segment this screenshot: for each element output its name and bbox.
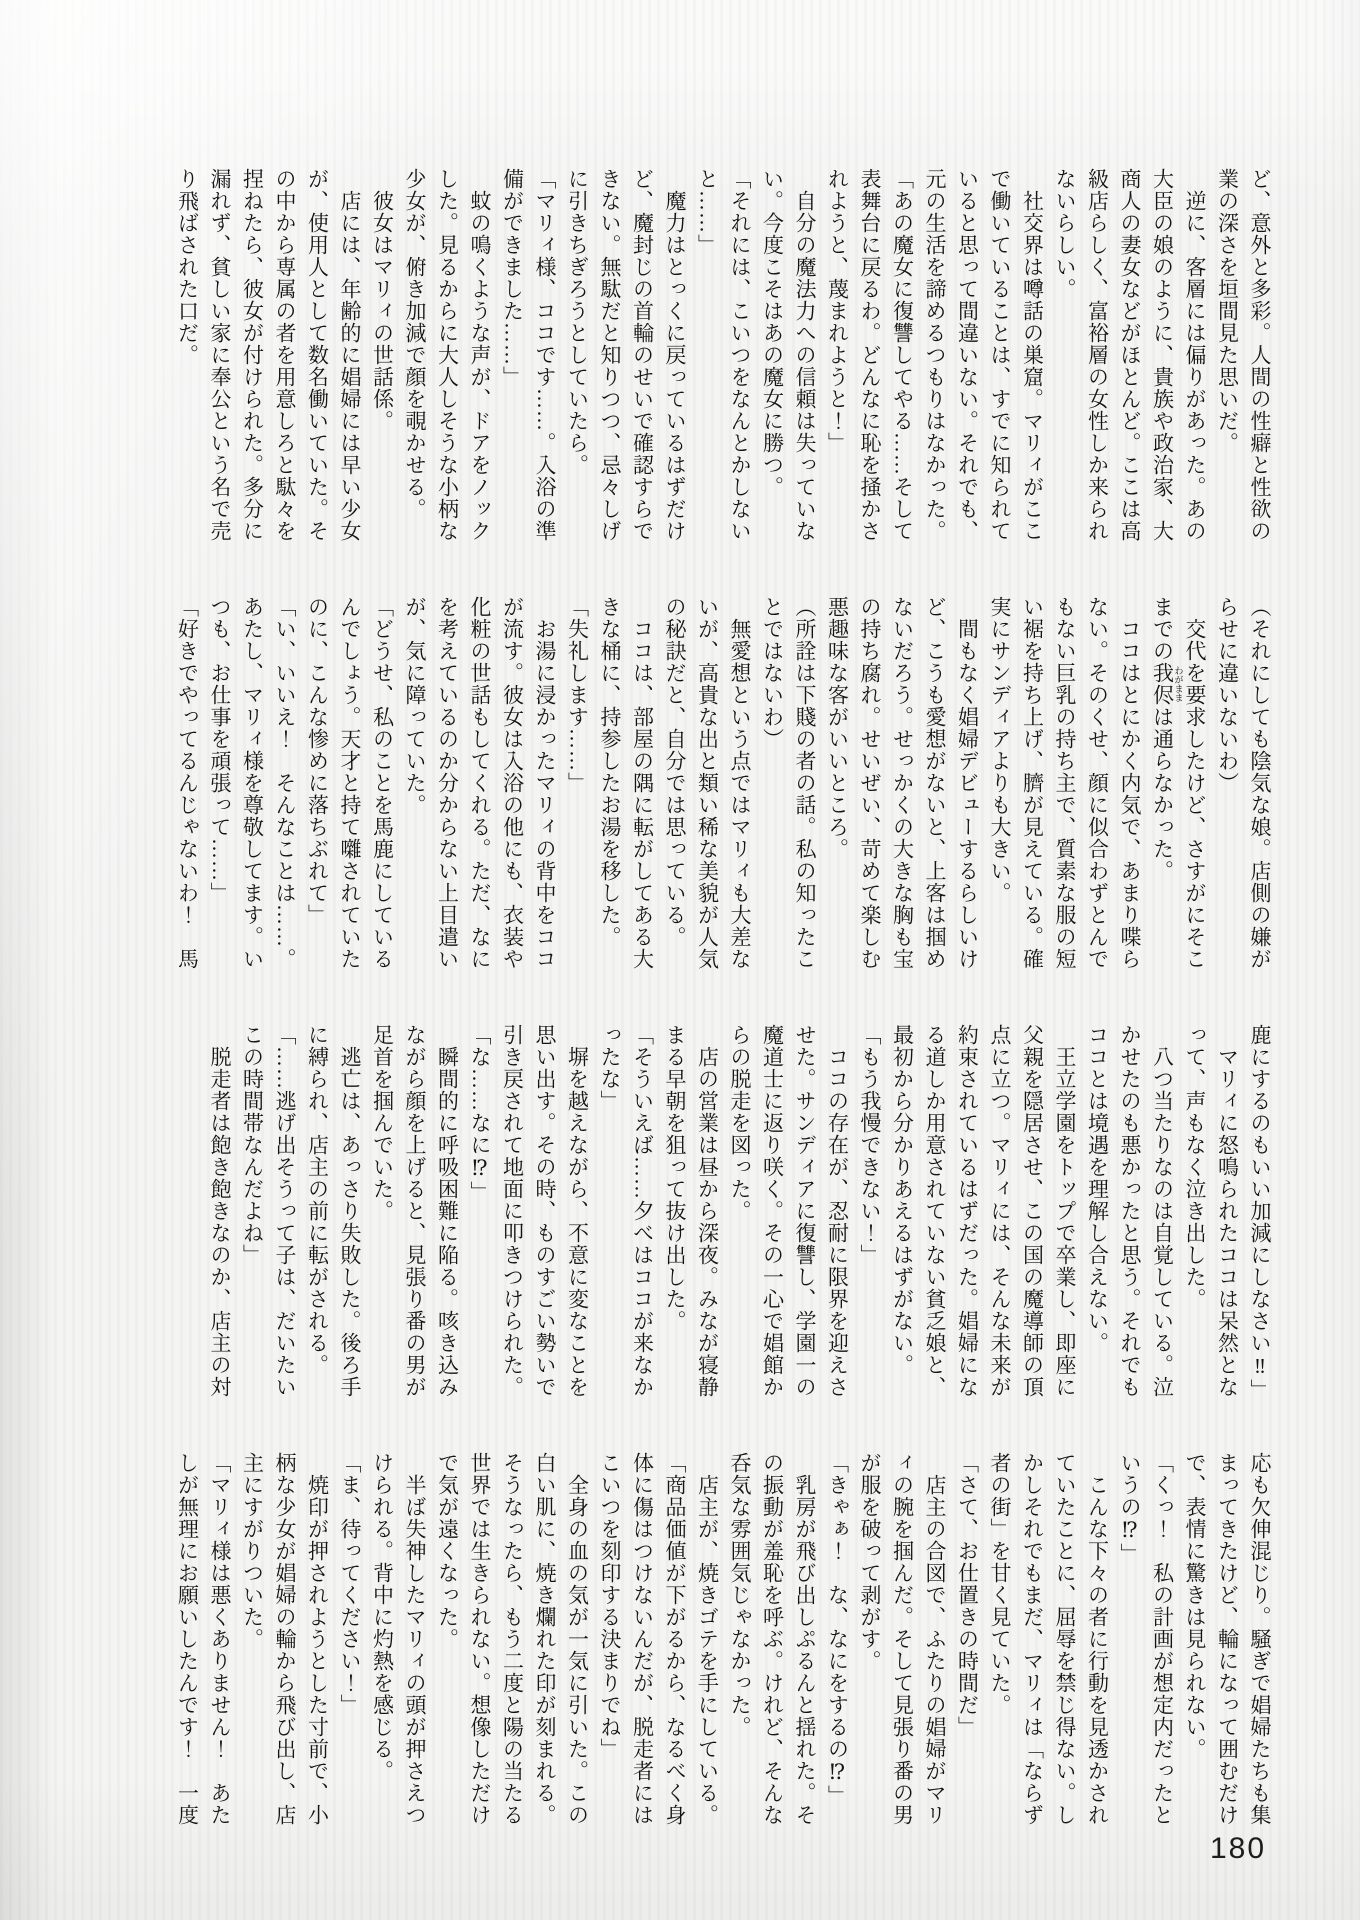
paragraph: お湯に浸かったマリィの背中をココが流す。彼女は入浴の他にも、衣装や化粧の世話もしてくれる。ただ、なにを考えているのか分からない上目遣いが、気に障っていた。 — [403, 596, 557, 970]
paragraph: （所詮は下賤の者の話。私の知ったことではないわ） — [760, 596, 817, 970]
paragraph: 乳房が飛び出しぷるんと揺れた。その振動が羞恥を呼ぶ。けれど、そんな呑気な雰囲気じゃなかった。 — [728, 1452, 817, 1826]
paragraph: 「な……なに⁉」 — [468, 1024, 492, 1203]
paragraph: 脱走者は飽き飽きなのか、店主の対 — [208, 1024, 232, 1398]
paragraph: 魔力はとっくに戻っているはずだけど、魔封じの首輪のせいで確認すらできない。無駄だと知りつつ、忌々しげに引きちぎろうとしていたら。 — [565, 168, 687, 542]
paragraph: 塀を越えながら、不意に変なことを思い出す。その時、ものすごい勢いで引き戻されて地面に叩きつけられた。 — [500, 1024, 590, 1398]
paragraph: 「商品価値が下がるから、なるべく身体に傷はつけないんだが、脱走者にはこいつを刻印する決まりでね」 — [598, 1452, 687, 1826]
paragraph: 「それには、こいつをなんとかしないと……」 — [695, 168, 752, 542]
paragraph: 焼印が押されようとした寸前で、小柄な少女が娼婦の輪から飛び出し、店主にすがりついた。 — [240, 1452, 330, 1826]
paragraph: 鹿にするのもいい加減にしなさい‼」 — [1248, 1024, 1272, 1401]
paragraph: 彼女はマリィの世話係。 — [370, 168, 395, 432]
page-number: 180 — [1210, 1832, 1267, 1865]
paragraph: 「マリィ様は悪くありません！ あたしが無理にお願いしたんです！ 一度 — [175, 1452, 232, 1826]
paragraph: 逆に、客層には偏りがあった。あの大臣の娘のように、貴族や政治家、大商人の妻女などがほとんど。ここは高級店らしく、富裕層の女性しか来られないらしい。 — [1053, 168, 1207, 542]
paragraph: 無愛想という点ではマリィも大差ないが、高貴な出と類い稀な美貌が人気の秘訣だと、自分では思っている。 — [663, 596, 752, 970]
paragraph: 全身の血の気が一気に引いた。この白い肌に、焼き爛れた印が刻まれる。そうなったら、もう二度と陽の当たる世界では生きられない。想像しただけで気が遠くなった。 — [435, 1452, 590, 1826]
text-band-2 — [171, 596, 1276, 972]
paragraph: 「くっ！ 私の計画が想定内だったというの⁉」 — [1118, 1452, 1175, 1826]
paragraph: 「あの魔女に復讐してやる……そして表舞台に戻るわ。どんなに恥を掻かされようと、蔑まれようと！」 — [825, 168, 915, 542]
paragraph: 「どうせ、私のことを馬鹿にしているんでしょう。天才と持て囃されていたのに、こんな惨めに落ちぶれて」 — [305, 596, 395, 970]
paragraph: 「ま、待ってください！」 — [338, 1452, 362, 1716]
paragraph: 交代を要求したけど、さすがにそこまでの我侭 わがままは通らなかった。 — [1150, 596, 1207, 970]
paragraph: 半ば失神したマリィの頭が押さえつけられる。背中に灼熱を感じる。 — [370, 1452, 427, 1826]
paragraph: 王立学園をトップで卒業し、即座に父親を隠居させ、この国の魔導師の頂点に立つ。マリィには、そんな未来が約束されているはずだった。娼婦になる道しか用意されていない貧乏娘と、最初から分かりあえるはずがない。 — [890, 1024, 1077, 1398]
paragraph: ど、意外と多彩。人間の性癖と性欲の業の深さを垣間見た思いだ。 — [1215, 168, 1272, 542]
paragraph: 店主の合図で、ふたりの娼婦がマリィの腕を掴んだ。そして見張り番の男が服を破って剥がす。 — [858, 1452, 947, 1826]
paragraph: ココの存在が、忍耐に限界を迎えさせた。サンディアに復讐し、学園一の魔道士に返り咲く。その一心で娼館からの脱走を図った。 — [728, 1024, 850, 1398]
paragraph: 「さて、お仕置きの時間だ」 — [955, 1452, 980, 1738]
paragraph: こんな下々の者に行動を見透かされていたことに、屈辱を禁じ得ない。しかしそれでもまだ、マリィは「ならず者の街」を甘く見ていた。 — [988, 1452, 1110, 1826]
paragraph: 店主が、焼きゴテを手にしている。 — [695, 1452, 720, 1826]
paragraph: 「そういえば……夕べはココが来なかったな」 — [598, 1024, 655, 1398]
paragraph: ココは、部屋の隅に転がしてある大きな桶に、持参したお湯を移した。 — [598, 596, 655, 970]
paragraph: 間もなく娼婦デビューするらしいけど、こうも愛想がないと、上客は掴めないだろう。せっかくの大きな胸も宝の持ち腐れ。せいぜい、苛めて楽しむ悪趣味な客がいいところ。 — [825, 596, 980, 970]
paragraph: マリィに怒鳴られたココは呆然となって、声もなく泣き出した。 — [1183, 1024, 1240, 1398]
paragraph: 「もう我慢できない！」 — [858, 1024, 882, 1266]
paragraph: 応も欠伸混じり。騒ぎで娼婦たちも集まってきたけど、輪になって囲むだけで、表情に驚きは見られない。 — [1183, 1452, 1272, 1826]
paragraph: 自分の魔法力への信頼は失っていない。今度こそはあの魔女に勝つ。 — [760, 168, 817, 542]
paragraph: 「失礼します……」 — [565, 596, 590, 794]
text-band-3 — [204, 1024, 1277, 1400]
paragraph: 店には、年齢的に娼婦には早い少女が、使用人として数名働いていた。その中から専属の者を用意しろと駄々を捏ねたら、彼女が付けられた。多分に漏れず、貧しい家に奉公という名で売り飛ばされた口だ。 — [175, 168, 362, 542]
paragraph: 「マリィ様、ココです……。入浴の準備ができました……」 — [500, 168, 557, 542]
paragraph: 「きゃぁ！ な、なにをするの⁉」 — [825, 1452, 850, 1807]
paragraph: ココはとにかく内気で、あまり喋らない。そのくせ、顔に似合わずとんでもない巨乳の持ち主で、質素な服の短い裾を持ち上げ、臍が見えている。確実にサンディアよりも大きい。 — [988, 596, 1142, 970]
paragraph: 逃亡は、あっさり失敗した。後ろ手に縛られ、店主の前に転がされる。 — [305, 1024, 362, 1398]
paragraph: 蚊の鳴くような声が、ドアをノックした。見るからに大人しそうな小柄な少女が、俯き加減で顔を覗かせる。 — [403, 168, 492, 542]
paragraph: （それにしても陰気な娘。店側の嫌がらせに違いないわ） — [1215, 596, 1272, 970]
text-band-1 — [171, 168, 1276, 544]
paragraph: 店の営業は昼から深夜。みなが寝静まる早朝を狙って抜け出した。 — [663, 1024, 720, 1398]
paragraph: 「い、いいえ！ そんなことは……。あたし、マリィ様を尊敬してます。いつも、お仕事を頑張って……」 — [208, 596, 297, 970]
paragraph: 八つ当たりなのは自覚している。泣かせたのも悪かったと思う。それでもココとは境遇を理解し合えない。 — [1085, 1024, 1175, 1398]
paragraph: 瞬間的に呼吸困難に陥る。咳き込みながら顔を上げると、見張り番の男が足首を掴んでいた。 — [370, 1024, 460, 1398]
paragraph: 「……逃げ出そうって子は、だいたいこの時間帯なんだよね」 — [240, 1024, 297, 1398]
paragraph: 社交界は噂話の巣窟。マリィがここで働いていることは、すでに知られていると思って間違いない。それでも、元の生活を諦めるつもりはなかった。 — [923, 168, 1045, 542]
text-band-4 — [171, 1452, 1276, 1828]
paragraph: 「好きでやってるんじゃないわ！ 馬 — [175, 596, 200, 970]
